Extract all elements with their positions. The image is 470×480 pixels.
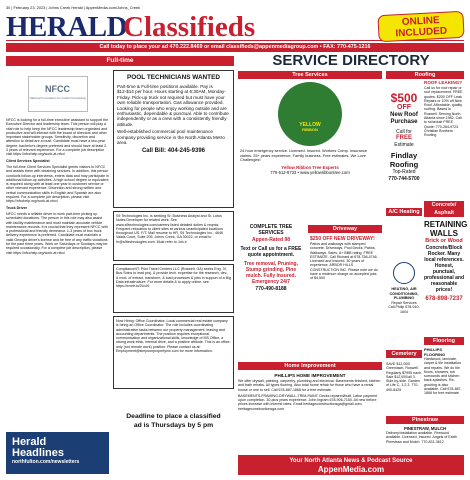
home-improvement-ad: PHILLIPS HOME IMPROVEMENT We offer drywall, painting, carpentry, plumbing and electrical. Basements finished, kitchen and bath rehabs. All types flooring. Also total home rehab for those who have a rental house or one to sell. Call 678-887-1868 for a free estimate. BASEMENTS-FRAMING-DRYWALL-TRIM-PAINT: Decks repaired/built. Labor payment upon completion. 30-plus years experience. John Ingram 678-906-7150. All new before prices increase with interest rates. Email heritageconstructionsga@gmail.com, heritageconstructionsga.com <box>238 373 381 411</box>
concrete-header: Concrete/ Asphalt <box>424 201 464 217</box>
pool-tech-call: Call Bill: 404-245-9396 <box>141 148 206 155</box>
flooring-header: Flooring <box>424 337 464 345</box>
office-coordinator-body: Now Hiring: Office Coordinator. Local commercial real estate company is hiring an Office Coordinator. The role includes coordinating administrative tasks between our property management, leasing and accounting departments. The position requires exceptional communication and organizational skills, knowledge of MS Office, a strong work ethic, internal drive, and a positive attitude. This is an office-only (not remote work) position. Please contact us at: Employment@simpsonpropertyinc.com for more information. <box>116 319 231 354</box>
roof-leaking-ad: ROOF LEAKING? Call us for roof repair or roof replacement. FREE quotes. $200 OFF Leak Repairs or 10% off New Roof. Affordable, quality roofing. Based in Roswell. Serving North Atlanta since 1982. Call to schedule FREE Quote: 770-284-9723. Christian Brothers Roofing <box>424 80 463 138</box>
driveway-header: Driveway <box>308 225 382 233</box>
pool-tech-body2: Well-established commercial pool maintenance company providing service in the North Atlanta Metro area. <box>117 129 225 146</box>
driveway-ad: $250 OFF NEW DRIVEWAY! Patios and walkways with stamped concrete. Driveways, Pool Decks, Patios, Walkways. Sales. A+ BBB rating. FREE ESTIMATE. Call Richard at 678-758-4746. Licensed and Insured. 30 years of experience. ARBOR HILLS CONSTRUCTION INC. Please note we do have a minimum charge on accepted jobs of $4,500 <box>310 236 378 281</box>
pool-tech-body: Part-time & Full-time positions available. Pay is $12-$14 per hour. Hours starting at 6:30AM, Monday-Friday. Pick-up truck not required but must have your own reliable transportation. Gas allowance provided. Looking for people who enjoy working outside and are enthusiastic, dependable & punctual. Able to contribute independently or as a crew with a consistently friendly attitude. <box>117 84 229 127</box>
home-improvement-header: Home Improvement <box>238 362 382 370</box>
pilot-body: Compliance/IT: Pilot Travel Centers LLC (Roswell, GA) seeks Eng. IV, Bus Solns to lead proj. & provide tech. expertise for the research, dev., & mod. of extract, transform, & load processes & jobs in support of a Big Data infrastructure. For more details & to apply online, see https://xmrtr.io/2LbJ6 <box>116 267 231 289</box>
cemetery-header: Cemetery <box>386 350 422 358</box>
nfcc-truck-body: NFCC needs a reliable driver to work part-time picking up scheduled donations. The person in this role may also assist with facility maintenance and must maintain accurate vehicle maintenance records. It is crucial that they represent NFCC with a professional and friendly demeanor. 1-3 years of box truck delivery experience is preferred. Candidate must maintain a valid Georgia driver's license and be free of any traffic violations for the past three years. Work on Saturdays or Sundays may be required occasionally. For a complete job description, please visit https://nfcchelp.org/work-at-nfcc/ <box>6 211 108 255</box>
heating-logo-icon <box>393 262 415 284</box>
pilot-ad <box>113 264 234 313</box>
pool-tech-ad <box>113 70 234 208</box>
cemetery-ad: SAVE $12,000! Greenlawn, Roswell. Regularly $7995 each. Sale $12,000/all 3. Side-by-side. Garden of Life C, 1,2,3. 770-490-8425 <box>386 362 422 392</box>
yellow-ribbon-phone: 770-512-8733 • www.yellowribbontree.com <box>270 170 350 176</box>
complete-tree-ad: COMPLETE TREE SERVICES Appen-Rated 98 Text or Call us for a FREE quote appointment. Tree removal, Pruning, Stump grinding, Pine mulch. Fully Insured. Emergency 24/7 770-490-8188 <box>240 224 302 292</box>
ac-heating-header: A/C Heating <box>386 208 422 216</box>
tree-services-header: Tree Services <box>238 71 382 79</box>
nfcc-exec-body: NFCC is looking for a full-time executive assistant to support the Executive Director and leadership team. This person will play a vital role to help keep the NFCC leadership team organized and productive and will interact with the board of directors and other important stakeholder groups. Sensitivity, discretion and attention to detail are a must. Candidate must have a two-year degree, bachelor's degree preferred and should have at least 2-3 years of relevant experience. For a complete job description visit https://nfcchelp.org/work-at-nfcc/ <box>6 118 109 157</box>
fulltime-header: Full-time <box>6 56 234 66</box>
footer-banner[interactable]: Your North Atlanta News & Podcast Source AppenMedia.com <box>238 455 464 475</box>
pool-tech-title: POOL TECHNICIANS WANTED <box>127 74 220 81</box>
retaining-walls-ad: RETAINING WALLS Brick or Wood Concrete/Block Rocker. Many local references. Honest, punctual, professional and reasonable prices! 678-898-7237 <box>424 220 468 302</box>
office-coordinator-ad <box>113 316 234 389</box>
s9-ad <box>113 211 234 261</box>
findlay-roofing-ad: $500 OFF New Roof Purchase Call for FREE Estimate Findlay Roofing Top-Rated 770-744-5700 <box>388 91 420 182</box>
pinestraw-ad: PINESTRAW, MULCH Delivery/installation available. Firewood available. Licensed, Insured. Angels of Earth Pinestraw and Mulch: 770-831-3612 <box>386 426 457 444</box>
yellow-ribbon-body: 24 hour emergency service. Licensed. Insured. Workers Comp. Insurance claims. 25+ years experience. Family business. Free estimates. We Love Challenges! <box>240 148 368 163</box>
nfcc-ad <box>6 70 109 435</box>
nfcc-truck-title: Truck Driver <box>6 205 27 210</box>
nfcc-client-title: Client Services Specialist <box>6 158 50 163</box>
yellow-ribbon-name: Yellow Ribbon Tree Experts <box>281 164 339 170</box>
deadline-notice: Deadline to place a classified ad is Thursdays by 5 pm <box>126 413 221 429</box>
online-included-badge: ONLINE INCLUDED <box>377 11 464 42</box>
yellow-ribbon-ad <box>238 80 382 203</box>
nfcc-logo: NFCC National Foundation for Credit Counseling <box>28 76 88 112</box>
service-directory-title: SERVICE DIRECTORY <box>272 52 430 69</box>
nfcc-client-body: The full-time Client Services Specialist greets visitors to NFCC and assists them with obtaining services. In addition, this person conducts follow-up interviews, enters data and may participate in additional follow-up activities. A high school degree or equivalent is required along with at least one year in customer service or other relevant experience. Discretion and strong written and verbal communication skills in English and Spanish are also required. For a complete job description, please visit https://nfcchelp.org/work-at-nfcc/ <box>6 164 109 204</box>
call-bar: Call today to place your ad 470.222.8469 or email classifieds@appenmediagroup.com • FAX: 770-475-1216 <box>6 43 464 52</box>
heating-ad: HEATING, AIR CONDITIONING, PLUMBING Repair Services Call Philip 678-910-1604 <box>386 262 422 342</box>
flooring-ad: PHILLIPS FLOORING Hardwood, laminate, carpet & tile installation and repairs. We do tile floors, showers, tub surrounds and kitchen back-splashes. Re-grouting is also available. Call 678-887-1868 for free estimate <box>424 347 462 396</box>
pinestraw-header: Pinestraw <box>386 416 464 424</box>
herald-logo: HERALD <box>6 11 128 43</box>
roofing-header: Roofing <box>386 71 464 79</box>
folio: 30 | February 23, 2023 | Johns Creek Herald | AppenMedia.com/Johns_Creek <box>6 5 141 10</box>
herald-headlines-promo[interactable]: Herald Headlines northfulton.com/newsletters <box>6 432 109 474</box>
classifieds-logo: Classifieds <box>123 11 256 43</box>
s9-body: S9 Technologies Inc. is seeking Sr. Business Analyst and Sr. Lotus Notes Developer for related work. See www.s9technologies.com/careers listed detailed duties & reqmts. Frequent relocation to client sites at various unanticipated locations throughout US. F/T. Mail resume to HR, S9 Technologies Inc., 4646 Valais Court, Suite 205, Johns Creek, GA 30022, or email to hr@s9technologies.com. Must refer to Job # <box>116 214 224 244</box>
yellow-ribbon-logo: YELLOW RIBBON <box>278 82 342 146</box>
